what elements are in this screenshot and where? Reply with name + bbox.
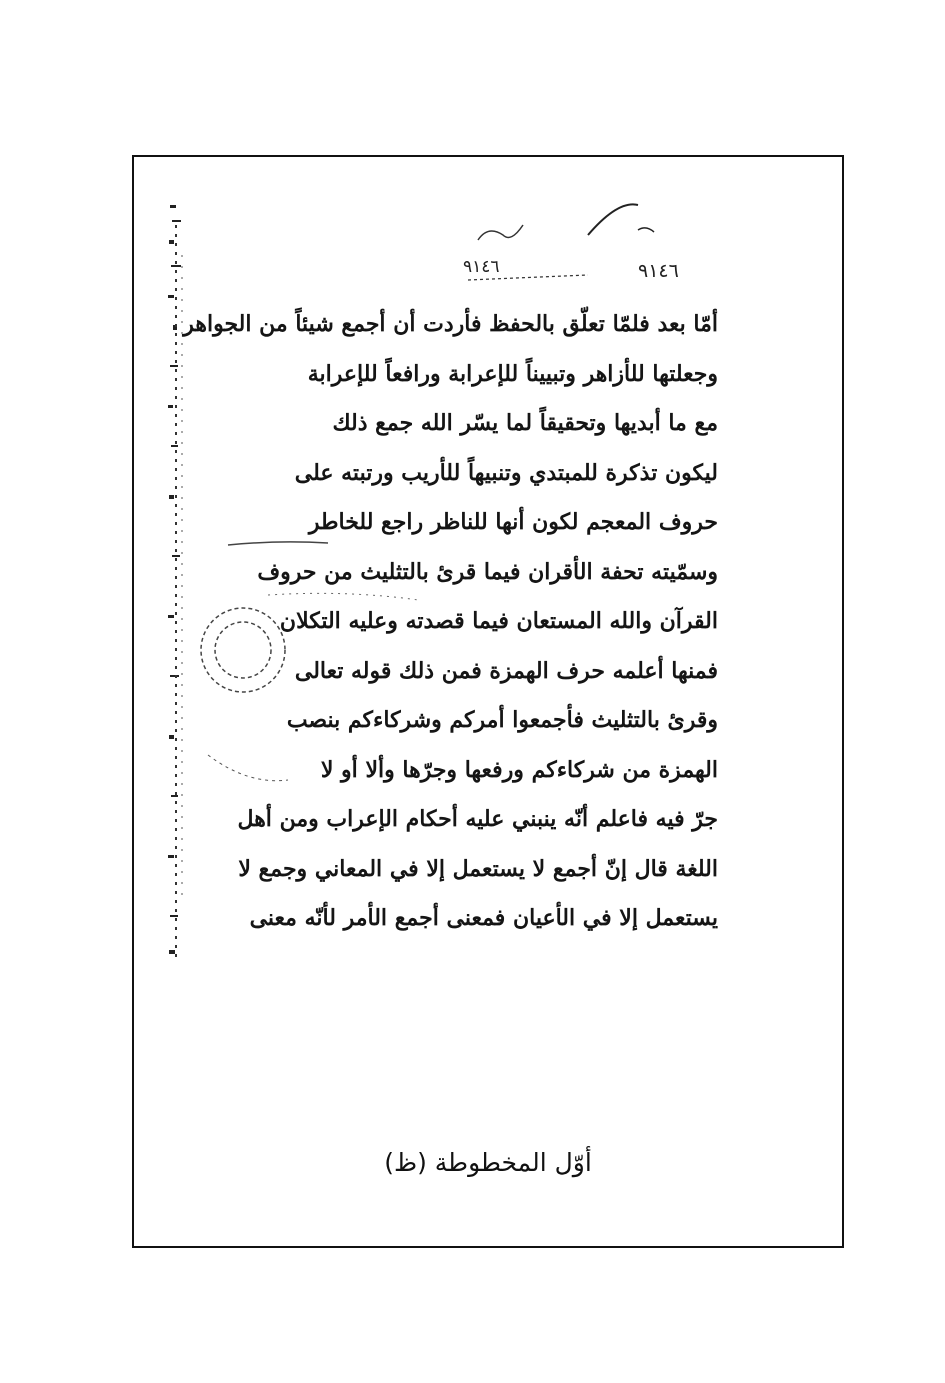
manuscript-line: يستعمل إلا في الأعيان فمعنى أجمع الأمر لأنّه معنى <box>249 905 718 931</box>
manuscript-line: جرّ فيه فاعلم أنّه ينبني عليه أحكام الإعراب ومن أهل <box>237 806 718 832</box>
shelf-mark-upper: ٩١٤٦ <box>463 257 500 277</box>
manuscript-line: وقرئ بالتثليث فأجمعوا أمركم وشركاءكم بنصب <box>286 707 718 733</box>
manuscript-line: الهمزة من شركاءكم ورفعها وجرّها وألا أو لا <box>320 756 718 783</box>
manuscript-line: وسمّيته تحفة الأقران فيما قرئ بالتثليث من حروف <box>257 558 718 585</box>
manuscript-line: ليكون تذكرة للمبتدي وتنبيهاً للأريب ورتبته على <box>294 459 718 486</box>
manuscript-line: فمنها أعلمه حرف الهمزة فمن ذلك قوله تعالى <box>294 657 718 684</box>
manuscript-line: القرآن والله المستعان فيما قصدته وعليه التكلان <box>279 608 718 634</box>
manuscript-line: وجعلتها للأزاهر وتبييناً للإعرابة ورافعاً للإعرابة <box>307 360 718 387</box>
manuscript-line: مع ما أبديها وتحقيقاً لما يسّر الله جمع ذلك <box>332 410 718 436</box>
manuscript-image <box>168 195 728 965</box>
figure-caption: أوّل المخطوطة (ظ) <box>384 1148 592 1177</box>
manuscript-line: أمّا بعد فلمّا تعلّق بالحفظ فأردت أن أجمع شيئاً من الجواهر <box>183 311 718 337</box>
manuscript-text <box>183 300 718 944</box>
shelf-mark-lower: ٩١٤٦ <box>638 260 679 282</box>
manuscript-line: اللغة قال إنّ أجمع لا يستعمل إلا في المعاني وجمع لا <box>238 855 718 882</box>
manuscript-line: حروف المعجم لكون أنها للناظر راجع للخاطر <box>308 509 718 535</box>
